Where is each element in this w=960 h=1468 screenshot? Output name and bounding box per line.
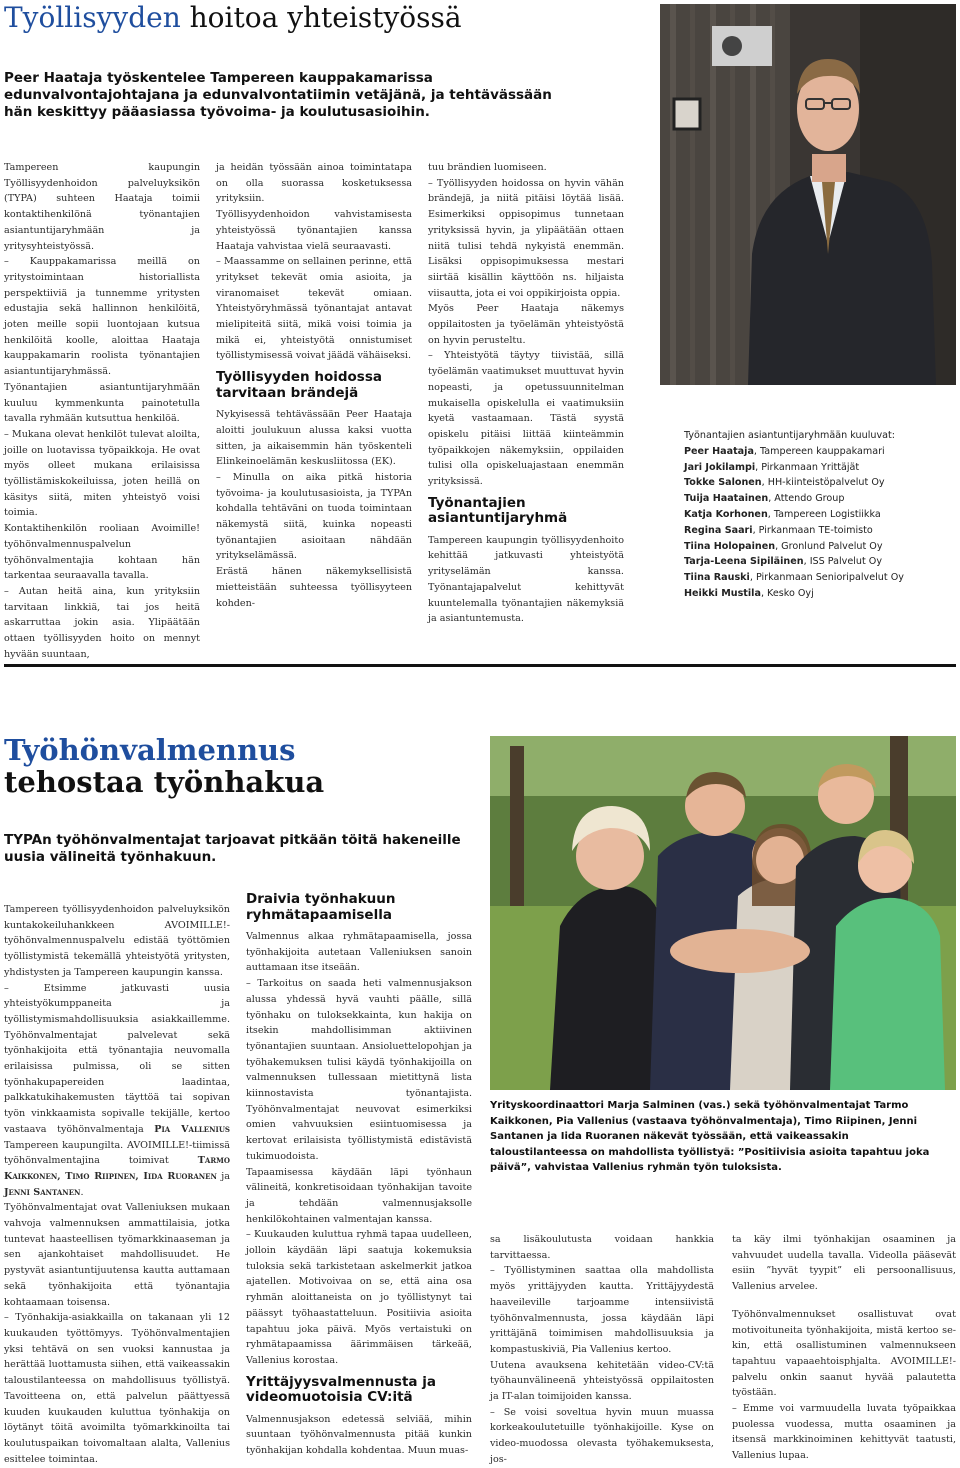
members-intro: Työnantajien asiantuntijaryhmään kuuluvat: [684, 430, 896, 441]
member-item: Katja Korhonen, Tampereen Logistiikka [684, 508, 881, 520]
paragraph: – Autan heitä aina, kun yrityksiin tarvitaan linkkiä, tai jos heitä askarruttaa jokin asia. Ylipäätään ottaen työllisyyden hoito on mennyt hyvään suuntaan, [4, 585, 200, 660]
article2-title: Työhönvalmennus tehostaa työnhakua [4, 733, 325, 799]
paragraph: Valmennusjakson edetessä selviää, mihin suuntaan työhönvalmennusta pitää kunkin työnhakijan kohdalla kohdentaa. Muun muas- [246, 1413, 472, 1457]
paragraph: ta käy ilmi työnhakijan osaaminen ja vahvuudet uudella tavalla. Videolla pääsevät esiin ”hyvät tyypit” eli persoonallisuus, Vallenius arvelee. [732, 1234, 956, 1293]
member-item: Tuija Haatainen, Attendo Group [684, 493, 845, 505]
member-item: Tarja-Leena Sipiläinen, ISS Palvelut Oy [684, 556, 883, 568]
portrait-photo [660, 4, 956, 385]
paragraph: Uutena avauksena kehitetään video-CV:tä työhaunvälineenä yhteistyössä oppilaitosten ja IT-alan toimijoiden kanssa. [490, 1359, 714, 1403]
member-item: Tiina Rauski, Pirkanmaan Senioripalvelut Oy [684, 572, 904, 584]
section-divider [4, 664, 956, 667]
member-item: Tiina Holopainen, Gronlund Palvelut Oy [684, 540, 883, 552]
paragraph: sa lisäkoulutusta voidaan hankkia tarvittaessa. [490, 1234, 714, 1261]
paragraph: – Työnhakija-asiakkailla on takanaan yli 12 kuukauden työttömyys. Työhönvalmentajien yksi tehtävä on sen vuoksi kannustaa ja herättää luottamusta siihen, että vaikeassakin taloustilanteessa on mahdollisuus työllistyä. Tavoitteena on, että palvelun päättyessä kuuden kuukauden kuluttua työnhakija on löytänyt töitä avoimilta työmarkkinoilta tai koulutuspaikan toivomaltaan alalta, Vallenius esittelee toimintaa. [4, 1312, 230, 1465]
paragraph: Tampereen kaupungin Työllisyydenhoidon palveluyksikön (TYPA) suhteen Haataja toimii kontaktihenkilönä työnantajien asiantuntijaryhmään ja yritysyhteistyössä. [4, 162, 200, 252]
members-list [684, 428, 954, 602]
paragraph: – Tarkoitus on saada heti valmennusjakson alussa yhdessä hyvä vauhti päälle, sillä työnhaku on tuloksekkainta, kun hakija on itsekin mahdollisimman aktiivinen työnantajien suuntaan. Ansioluettelopohjan ja työhakemuksen tulisi käydä työnhakijoilla on valmennuksen tullessaan mietittynä lista kiinnostavista työnantajista. Työhönvalmentajat neuvovat esimerkiksi omien vahvuuksien esiintuomisessa ja kertovat erilaisista työllistymistä edistävistä tukimuodoista. [246, 978, 472, 1162]
paragraph: – Kuukauden kuluttua ryhmä tapaa uudelleen, jolloin käydään läpi saatuja kokemuksia tuloksia sekä tarkistetaan askelmerkit jatkoa ajatellen. Motivoivaa on se, että aina osa ryhmän aloittaneista on jo työllistynyt tai päässyt työhaastatteluun. Positiivia asioita tapahtuu joka päivä. Myös vertaistuki on ryhmätapaamissa äärimmäisen tärkeää, Vallenius korostaa. [246, 1229, 472, 1366]
paragraph: – Kauppakamarissa meillä on yritystoimintaan historiallista perspektiiviä ja tunnemme yritysten edustajia sekä hallinnon henkilöitä, joten meille sopii luontojaan kutsua henkilöitä koolle, aloittaa Haataja kauppakamarin roolista työnantajien asiantuntijaryhmässä. [4, 256, 200, 378]
paragraph: Työhönvalmennukset osallistuvat ovat motivoituneita työnhakijoita, mistä kertoo se-kin, että osallistuminen valmennukseen tapahtuu vapaaehtoisphjalta. AVOIMILLE!-palvelu onkin saanut hyvää palautetta työstään. [732, 1308, 956, 1399]
paragraph: Myös Peer Haataja näkemys oppilaitosten ja työelämän yhteistyöstä on hyvin perusteltu. [428, 303, 624, 346]
article2-column-4 [732, 1232, 956, 1464]
member-item: Jari Jokilampi, Pirkanmaan Yrittäjät [684, 461, 860, 473]
article1-column-2 [216, 160, 412, 611]
group-photo-illustration [490, 736, 956, 1090]
subheading: Työllisyyden hoidossa tarvitaan brändejä [216, 369, 382, 401]
portrait-photo-illustration [660, 4, 956, 385]
paragraph: – Emme voi varmuudella luvata työpaikkaa puolessa vuodessa, mutta osaaminen ja itsensä markkinoiminen kehittyvät taatusti, Vallenius lupaa. [732, 1403, 956, 1462]
paragraph: Työhönvalmentajat ovat Valleniuksen mukaan vahvoja valmennuksen ammattilaisia, jotka tuntevat haasteellisen työmarkkinaaseman ja sen ajankohtaiset mahdollisuudet. He pystyvät asiantuntijuutensa kautta auttamaan sekä työnhakijoita että työnantajia kohtaamaan toisensa. [4, 1202, 230, 1308]
paragraph: Työllisyydenhoidon vahvistamisesta yhteistyössä työnantajien kanssa Haataja vahvistaa vielä seuraavasti. [216, 209, 412, 252]
paragraph: Tapaamisessa käydään läpi työnhaun välineitä, konkretisoidaan työnhakijan tavoite ja tehdään valmennusjaksolle henkilökohtainen valmentajan kanssa. [246, 1166, 472, 1225]
paragraph: ja heidän työssään ainoa toimintatapa on olla suorassa kosketuksessa yrityksiin. [216, 162, 412, 205]
article2-lead: TYPAn työhönvalmentajat tarjoavat pitkään töitä hakeneille uusia välineitä työnhakuun. [4, 832, 461, 865]
article2-column-2 [246, 892, 472, 1459]
article2-column-3 [490, 1232, 714, 1468]
paragraph: Valmennus alkaa ryhmätapaamisella, jossa työnhakijoita autetaan Valleniuksen sanoin auttamaan itse itseään. [246, 931, 472, 974]
member-item: Tokke Salonen, HH-kiinteistöpalvelut Oy [684, 477, 885, 489]
article1-title: Työllisyyden hoitoa yhteistyössä [4, 1, 462, 34]
article1-lead: Peer Haataja työskentelee Tampereen kauppakamarissa edunvalvontajohtajana ja edunvalvontatiimin vetäjänä, ja tehtävässään hän keskittyy pääasiassa työvoima- ja koulutusasioihin. [4, 70, 552, 120]
paragraph: Erästä hänen näkemyksellisistä mietteistään suhteessa työllisyyteen kohden- [216, 566, 412, 609]
member-item: Peer Haataja, Tampereen kauppakamari [684, 445, 885, 457]
paragraph: tuu brändien luomiseen. [428, 162, 547, 173]
paragraph: Tampereen kaupungin työllisyydenhoito kehittää jatkuvasti yhteistyötä yrityselämän kanssa. Työnantajapalvelut kehittyvät kuuntelemalla työnantajien näkemyksiä ja asiantuntemusta. [428, 534, 624, 625]
subheading: Draivia työnhakuun ryhmätapaamisella [246, 891, 396, 923]
group-photo [490, 736, 956, 1090]
paragraph: – Työllistyminen saattaa olla mahdollista myös yrittäjyyden kautta. Yrittäjyydestä haaveileville tarjoamme intensiivistä työhönvalmennusta, jossa käydään läpi yrittäjänä toimimisen mahdollisuuksia ja kompastuskiviä, Pia Vallenius kertoo. [490, 1265, 714, 1355]
paragraph: – Maassamme on sellainen perinne, että yritykset tekevät omia asioita, ja viranomaiset tekevät omiaan. Yhteistyöryhmässä työnantajat antavat mielipiteitä siitä, mikä voisi toimia ja mikä ei, yhteistyötä onnistumiset työllistymisessä voivat jäädä vähäiseksi. [216, 256, 412, 362]
member-item: Heikki Mustila, Kesko Oyj [684, 587, 814, 599]
article1-column-1 [4, 160, 200, 663]
subheading: Työnantajien asiantuntijaryhmä [428, 494, 568, 527]
paragraph: – Etsimme jatkuvasti uusia yhteistyökumppaneita ja työllistymismahdollisuuksia asiakkaillemme. Työhönvalmentajat palvelevat sekä työnhakijoita että työnantajia neuvomalla erilaisissa pulmissa, oli se sitten työnhakupapereiden laadintaa, palkkatukihakemusten täyttöä tai sopivan työn vinkkaamista sopivalle tekijälle, kertoo vastaava työhönvalmentaja Pia Vallenius Tampereen kaupungilta. AVOIMILLE!-tiimissä työhönvalmentajina toimivat Tarmo Kaikkonen, Timo Riipinen, Iida Ruoranen ja Jenni Santanen. [4, 982, 230, 1198]
paragraph: Kontaktihenkilön rooliaan Avoimille! työhönvalmennuspalvelun työhönvalmentajia kohtaan hän tarkentaa seuraavalla tavalla. [4, 523, 200, 582]
article2-column-1 [4, 902, 230, 1467]
photo-caption: Yrityskoordinaattori Marja Salminen (vas.) sekä työhönvalmentajat Tarmo Kaikkonen, Pia Vallenius (vastaava työhönvalmentaja), Timo Riipinen, Jenni Santanen ja Iida Ruoranen näkevät työssään, että vaikeassakin taloustilanteessa on mahdollista työllistyä: ”Positiivisia asioita tapahtuu joka päivä”, vahvistaa Vallenius ryhmän työn tuloksista. [490, 1100, 930, 1173]
paragraph: Työnantajien asiantuntijaryhmään kuuluu kymmenkunta painotetulla tavalla ryhmään kutsuttua henkilöä. [4, 381, 200, 425]
member-item: Regina Saari, Pirkanmaan TE-toimisto [684, 524, 873, 536]
article1-column-3 [428, 160, 624, 627]
subheading: Yrittäjyysvalmennusta ja videomuotoisia CV:itä [246, 1373, 436, 1406]
paragraph: – Se voisi soveltua hyvin muun muassa korkeakoulutetuille työnhakijoille. Kyse on video-muodossa olevasta työhakemuksesta, jos- [490, 1406, 714, 1465]
paragraph: – Minulla on aika pitkä historia työvoima- ja koulutusasioista, ja TYPAn kohdalla tehtäväni on tuoda toimintaan näkemystä siitä, kuinka nopeasti työnantajien asioitaan nähdään yritykselämässä. [216, 471, 412, 562]
paragraph: Tampereen työllisyydenhoidon palveluyksikön kuntakokeiluhankkeen AVOIMILLE!- työhönvalmennuspalvelu edistää työttömien työllistymistä tekemällä yhteistyötä yritysten, yhdistysten ja Tampereen kaupungin kanssa. [4, 904, 230, 978]
paragraph: – Yhteistyötä täytyy tiivistää, sillä työelämän vaatimukset muuttuvat hyvin nopeasti, ja opetussuunnitelman mukaisella opiskelulla ei vaatimuksiin kyetä vastaamaan. Tästä syystä opiskelu pitäisi liittää kiinteämmin työpaikkojen näkemyksiin, oppilaiden tulisi olla opiskeluajastaan enemmän yrityksissä. [428, 350, 624, 488]
paragraph: – Mukana olevat henkilöt tulevat aloilta, joille on luotavissa työpaikkoja. He ovat myös olleet mukana erilaisissa työllistämiskokeiluissa, joten heillä on käsitys siitä, miten yhteistyö voisi toimia. [4, 428, 200, 519]
paragraph: – Työllisyyden hoidossa on hyvin vähän brändejä, ja niitä pitäisi löytää lisää. Esimerkiksi oppisopimus tunnetaan yrityksissä hyvin, ja ylipäätään ottaen niitä tulisi tehdä nykyistä enemmän. Lisäksi oppisopimuksessa mestari siirtää kisällin käyttöön ns. hiljaista viisautta, jota ei voi oppikirjoista oppia. [428, 177, 624, 299]
paragraph: Nykyisessä tehtävässään Peer Haataja aloitti joulukuun alussa kaksi vuotta sitten, ja aikaisemmin hän työskenteli Elinkeinoelämän keskusliitossa (EK). [216, 409, 412, 468]
